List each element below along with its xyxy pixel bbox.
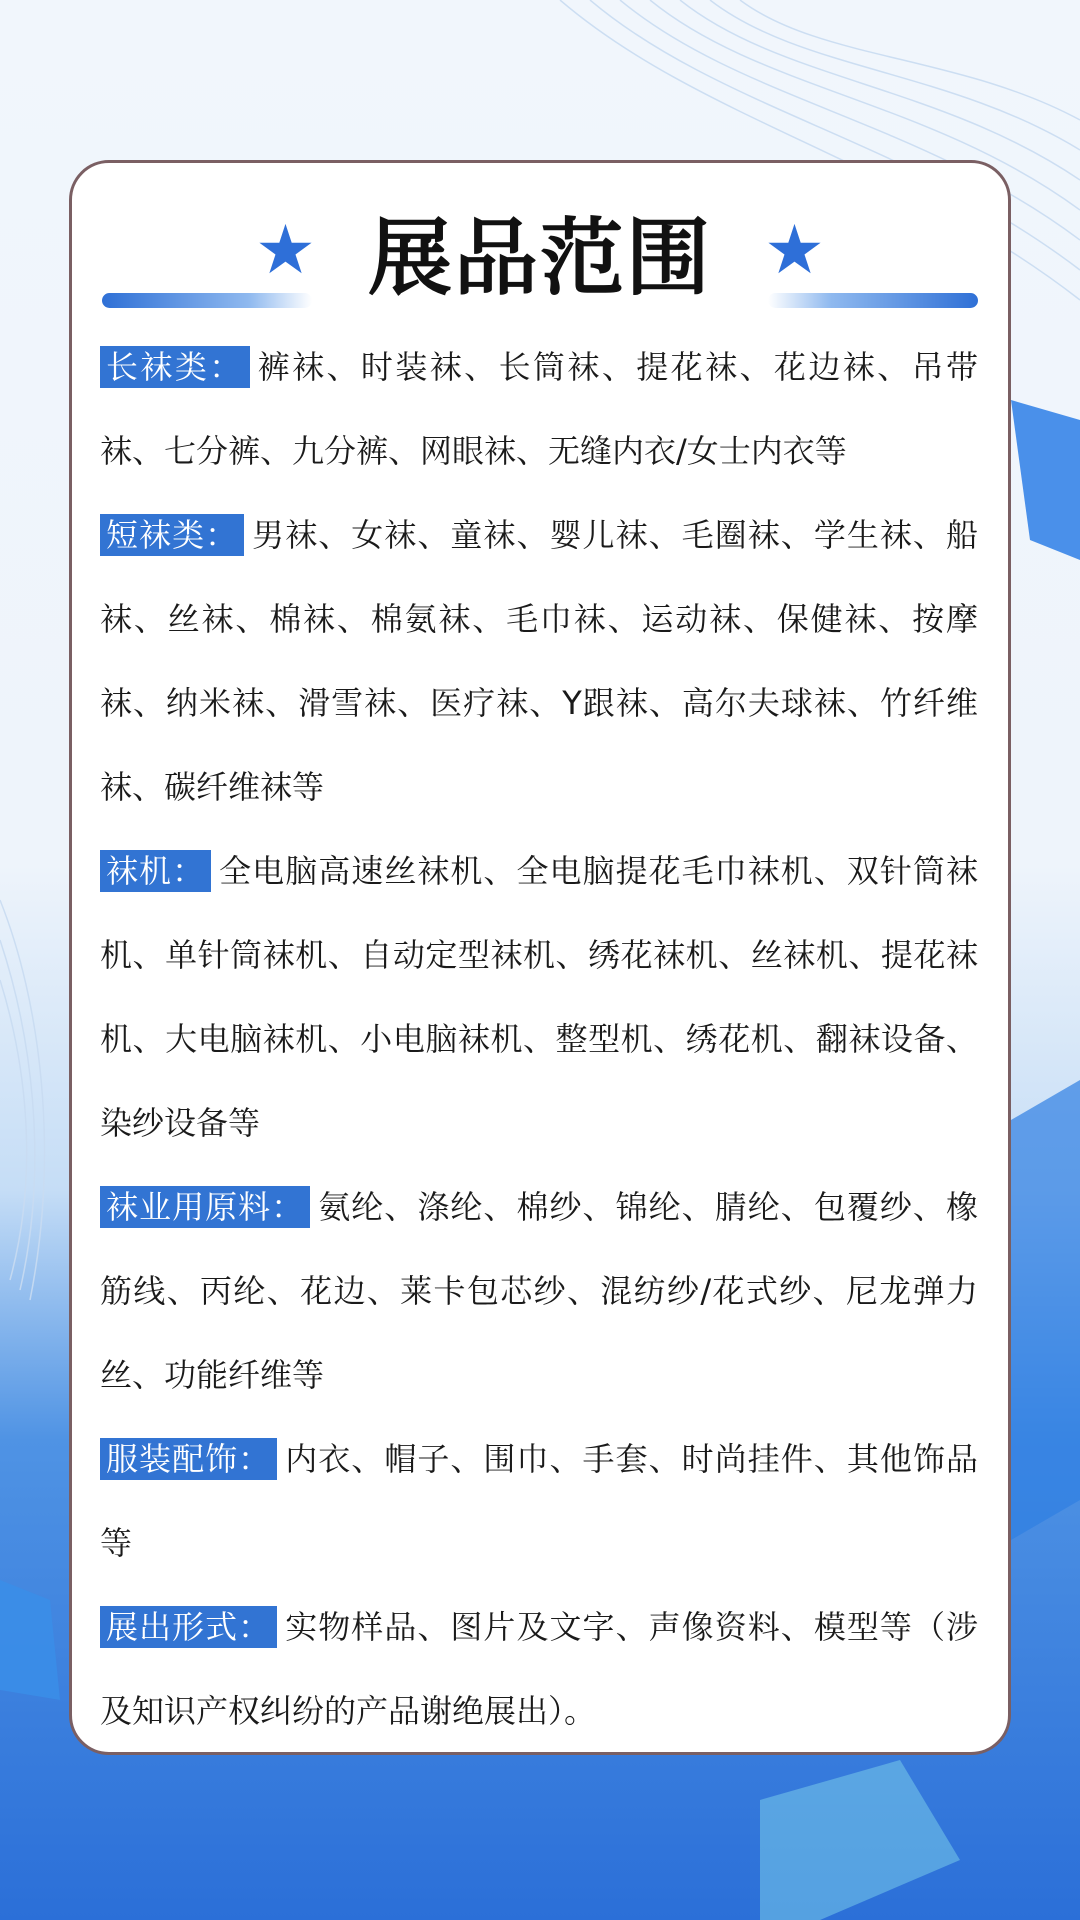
section-text: 内衣、帽子、围巾、手套、时尚挂件、其他饰品等	[100, 1440, 978, 1562]
exhibit-scope-card	[69, 160, 1011, 1755]
section-tag: 袜业用原料：	[100, 1186, 310, 1228]
section-sock-machines	[100, 829, 978, 1165]
section-accessories	[100, 1417, 978, 1585]
section-tag: 短袜类：	[100, 514, 244, 556]
divider-left	[102, 293, 312, 308]
section-text: 裤袜、时装袜、长筒袜、提花袜、花边袜、吊带袜、七分裤、九分裤、网眼袜、无缝内衣/女士内衣等	[100, 348, 978, 470]
section-exhibit-format	[100, 1585, 978, 1753]
section-text: 全电脑高速丝袜机、全电脑提花毛巾袜机、双针筒袜机、单针筒袜机、自动定型袜机、绣花袜机、丝袜机、提花袜机、大电脑袜机、小电脑袜机、整型机、绣花机、翻袜设备、染纱设备等	[100, 852, 978, 1142]
section-tag: 袜机：	[100, 850, 211, 892]
page-title: 展品范围	[367, 207, 712, 307]
star-right-icon: ★	[764, 211, 825, 290]
divider-right	[768, 293, 978, 308]
star-left-icon: ★	[255, 211, 316, 290]
section-short-socks	[100, 493, 978, 829]
section-text: 实物样品、图片及文字、声像资料、模型等（涉及知识产权纠纷的产品谢绝展出）。	[100, 1608, 978, 1730]
content	[100, 325, 978, 1753]
section-tag: 展出形式：	[100, 1606, 277, 1648]
section-raw-materials	[100, 1165, 978, 1417]
section-tag: 服装配饰：	[100, 1438, 277, 1480]
section-tag: 长袜类：	[100, 346, 250, 388]
section-text: 氨纶、涤纶、棉纱、锦纶、腈纶、包覆纱、橡筋线、丙纶、花边、莱卡包芯纱、混纺纱/花式纱、尼龙弹力丝、功能纤维等	[100, 1188, 978, 1394]
section-text: 男袜、女袜、童袜、婴儿袜、毛圈袜、学生袜、船袜、丝袜、棉袜、棉氨袜、毛巾袜、运动袜、保健袜、按摩袜、纳米袜、滑雪袜、医疗袜、Y跟袜、高尔夫球袜、竹纤维袜、碳纤维袜等	[100, 516, 978, 806]
section-long-socks	[100, 325, 978, 493]
